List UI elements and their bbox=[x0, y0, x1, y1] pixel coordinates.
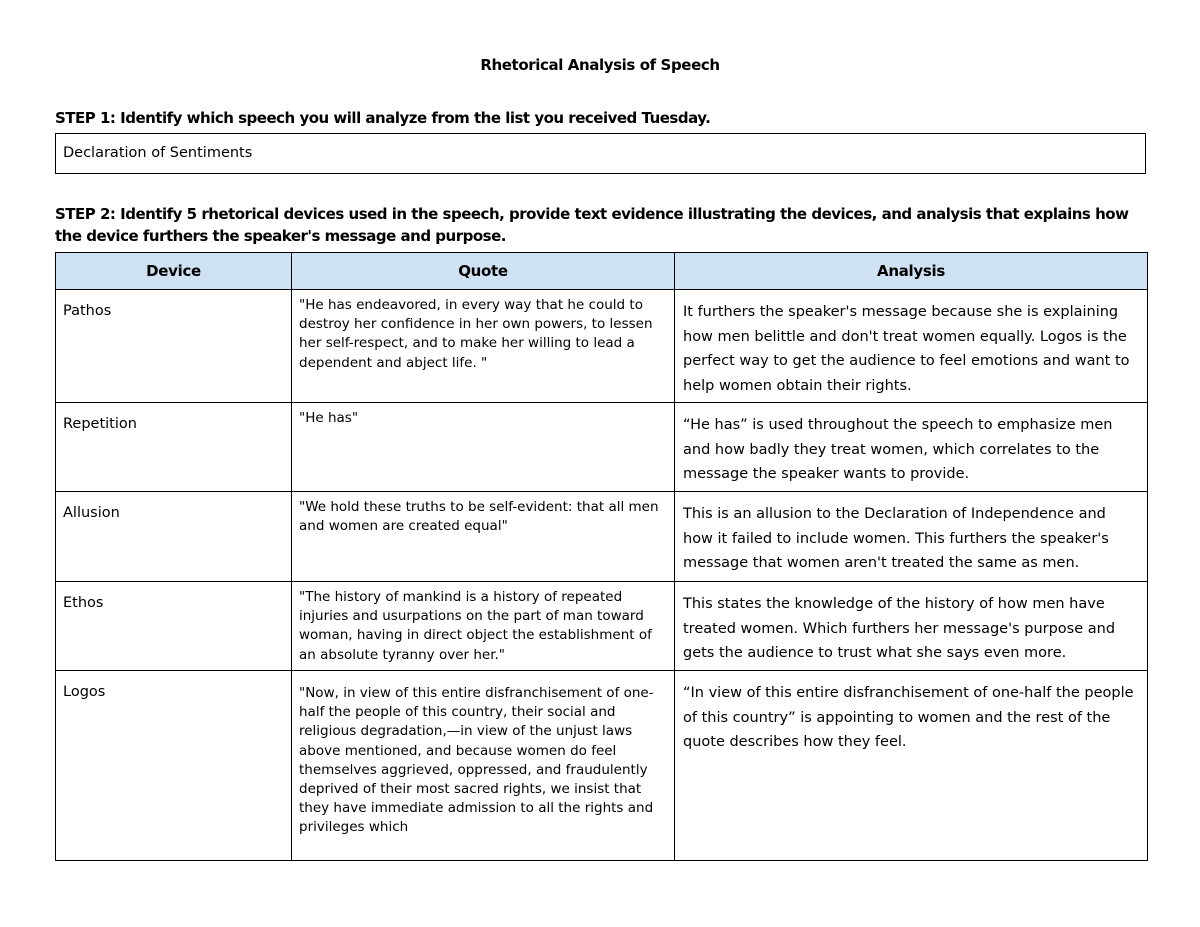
table-header-row bbox=[56, 253, 1148, 290]
analysis-cell: This states the knowledge of the history of how men have treated women. Which furthers her message's purpose and gets the audience to trust what she says even more. bbox=[675, 582, 1148, 671]
header-device: Device bbox=[56, 253, 292, 290]
quote-cell: "He has endeavored, in every way that he could to destroy her confidence in her own powers, to lessen her self-respect, and to make her willing to lead a dependent and abject life. " bbox=[292, 290, 675, 403]
speech-answer: Declaration of Sentiments bbox=[63, 145, 253, 161]
header-quote: Quote bbox=[292, 253, 675, 290]
table-row bbox=[56, 582, 1148, 671]
table-row bbox=[56, 290, 1148, 403]
header-analysis: Analysis bbox=[675, 253, 1148, 290]
quote-cell: "He has" bbox=[292, 403, 675, 492]
analysis-cell: “In view of this entire disfranchisement of one-half the people of this country” is appointing to women and the rest of the quote describes how they feel. bbox=[675, 671, 1148, 861]
table-row bbox=[56, 671, 1148, 861]
quote-cell: "The history of mankind is a history of repeated injuries and usurpations on the part of man toward woman, having in direct object the establishment of an absolute tyranny over her." bbox=[292, 582, 675, 671]
device-cell: Allusion bbox=[56, 492, 292, 582]
device-cell: Pathos bbox=[56, 290, 292, 403]
device-cell: Ethos bbox=[56, 582, 292, 671]
analysis-cell: “He has” is used throughout the speech to emphasize men and how badly they treat women, which correlates to the message the speaker wants to provide. bbox=[675, 403, 1148, 492]
device-cell: Logos bbox=[56, 671, 292, 861]
page-title: Rhetorical Analysis of Speech bbox=[480, 56, 720, 74]
speech-answer-box bbox=[55, 133, 1146, 174]
analysis-cell: This is an allusion to the Declaration of Independence and how it failed to include women. This furthers the speaker's message that women aren't treated the same as men. bbox=[675, 492, 1148, 582]
quote-cell bbox=[292, 671, 675, 861]
quote-cell: "We hold these truths to be self-evident: that all men and women are created equal" bbox=[292, 492, 675, 582]
table-row bbox=[56, 492, 1148, 582]
step1-label: STEP 1: Identify which speech you will analyze from the list you received Tuesday. bbox=[55, 109, 711, 127]
logos-quote-text: "Now, in view of this entire disfranchisement of one-half the people of this country, their social and religious degradation,—in view of the unjust laws above mentioned, and because women do feel themselves aggrieved, oppressed, and fraudulently deprived of their most sacred rights, we insist that they have immediate admission to all the rights and privileges which bbox=[299, 685, 654, 836]
table-row bbox=[56, 403, 1148, 492]
rhetorical-devices-table bbox=[55, 252, 1148, 861]
analysis-cell: It furthers the speaker's message because she is explaining how men belittle and don't treat women equally. Logos is the perfect way to get the audience to feel emotions and want to help women obtain their rights. bbox=[675, 290, 1148, 403]
step2-label: STEP 2: Identify 5 rhetorical devices used in the speech, provide text evidence illustrating the devices, and analysis that explains how the device furthers the speaker's message and purpose. bbox=[55, 205, 1129, 245]
device-cell: Repetition bbox=[56, 403, 292, 492]
